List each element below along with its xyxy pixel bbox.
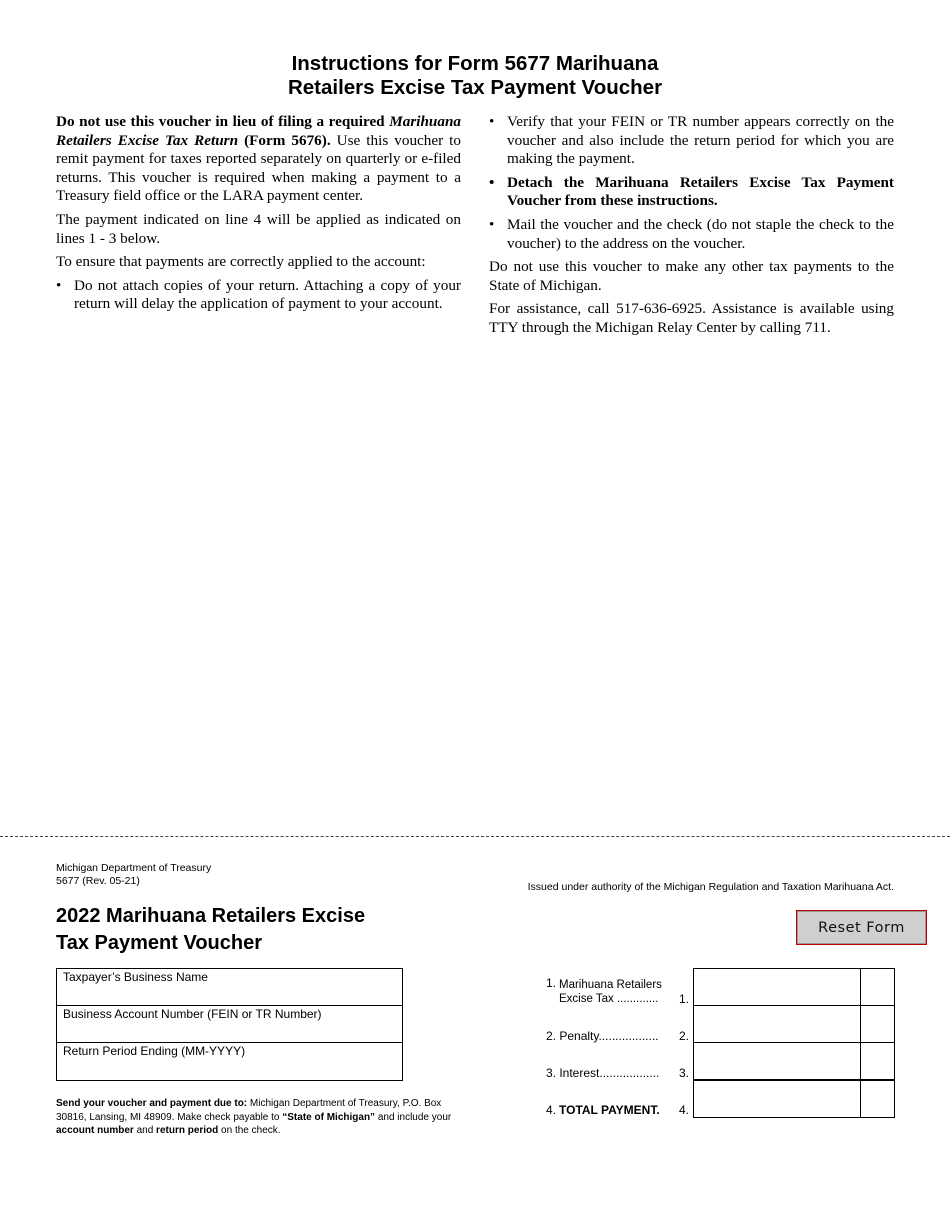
line-4-cents-input[interactable] (860, 1080, 895, 1118)
line-2-amount-input[interactable] (693, 1005, 861, 1043)
line-1-number: 1. (546, 976, 557, 990)
line-3-cents-input[interactable] (860, 1042, 895, 1080)
send-return-period: return period (156, 1125, 219, 1136)
voucher-header-left (56, 862, 211, 888)
account-number-label: Business Account Number (FEIN or TR Number) (63, 1007, 322, 1021)
send-account-number: account number (56, 1125, 134, 1136)
send-address: Michigan Department of Treasury, P.O. Box 30816, Lansing, MI 48909. Make check payable to (56, 1098, 442, 1123)
business-name-label: Taxpayer’s Business Name (63, 970, 208, 984)
send-text-4: on the check. (218, 1125, 281, 1136)
send-text-3: and (133, 1125, 157, 1136)
line-3-label: 3. Interest.................. (546, 1066, 660, 1080)
detach-line (0, 836, 950, 837)
line-2-cents-input[interactable] (860, 1005, 895, 1043)
return-period-label: Return Period Ending (MM-YYYY) (63, 1044, 246, 1058)
instructions-right-column (489, 113, 894, 343)
instructions-bullet-2: • Verify that your FEIN or TR number appears correctly on the voucher and also include the return period for which you are making the payment. (489, 113, 894, 169)
line-4-label: TOTAL PAYMENT. (559, 1103, 660, 1117)
line-3-amount-input[interactable] (693, 1042, 861, 1080)
instructions-paragraph-2: The payment indicated on line 4 will be applied as indicated on lines 1 - 3 below. (56, 210, 461, 247)
instructions-paragraph-3: To ensure that payments are correctly applied to the account: (56, 253, 426, 271)
line-2-label: 2. Penalty.................. (546, 1029, 659, 1043)
reset-form-button[interactable]: Reset Form (796, 910, 927, 945)
instructions-title-line1: Instructions for Form 5677 Marihuana (291, 52, 659, 75)
authority-statement: Issued under authority of the Michigan Regulation and Taxation Marihuana Act. (527, 881, 894, 893)
mailing-instructions (56, 1097, 456, 1138)
voucher-title-line1: 2022 Marihuana Retailers Excise (56, 905, 366, 927)
account-number-input[interactable] (63, 1024, 396, 1040)
instructions-bullet-4: • Mail the voucher and the check (do not staple the check to the voucher) to the address on the voucher. (489, 216, 894, 253)
instructions-bullet-3: • Detach the Marihuana Retailers Excise Tax Payment Voucher from these instructions. (489, 174, 894, 211)
line-1-amount-input[interactable] (693, 968, 861, 1006)
line-1-label-a: Marihuana Retailers (559, 979, 662, 991)
return-period-field[interactable] (56, 1042, 403, 1081)
p1-bold-lead: Do not use this voucher in lieu of filing a required (56, 113, 390, 130)
line-4-number: 4. (546, 1103, 557, 1117)
agency-name: Michigan Department of Treasury (56, 862, 212, 874)
p1-form-number: (Form 5676). (238, 131, 331, 149)
instructions-title-line2: Retailers Excise Tax Payment Voucher (287, 76, 663, 99)
business-name-input[interactable] (63, 987, 396, 1003)
line-1-label-b: Excise Tax ............. (559, 993, 659, 1005)
send-text-2: and include your (375, 1111, 452, 1123)
p1-return-name: Marihuana Retailers Excise Tax Return (56, 113, 461, 149)
payee-name: “State of Michigan” (282, 1111, 376, 1123)
business-name-field[interactable] (56, 968, 403, 1006)
account-number-field[interactable] (56, 1005, 403, 1043)
form-revision: 5677 (Rev. 05-21) (56, 875, 140, 887)
instructions-paragraph-4: Do not use this voucher to make any other tax payments to the State of Michigan. (489, 258, 894, 294)
instructions-bullet-1: • Do not attach copies of your return. Attaching a copy of your return will delay the application of payment to your account. (56, 277, 461, 314)
line-4-ref: 4. (679, 1103, 690, 1117)
p1-body: Use this voucher to remit payment for taxes reported separately on quarterly or e-filed returns. This voucher is required when making a payment to a Treasury field office or the LARA payment center. (56, 131, 462, 205)
instructions-left-column (56, 113, 461, 319)
instructions-title (0, 52, 950, 100)
send-lead: Send your voucher and payment due to: (56, 1098, 248, 1109)
instructions-paragraph-1 (56, 113, 461, 206)
instructions-paragraph-5: For assistance, call 517-636-6925. Assistance is available using TTY through the Michigan Relay Center by calling 711. (489, 300, 894, 336)
voucher-title-line2: Tax Payment Voucher (56, 932, 262, 954)
voucher-title (56, 903, 365, 957)
line-2-ref: 2. (679, 1029, 690, 1043)
line-1-cents-input[interactable] (860, 968, 895, 1006)
line-3-ref: 3. (679, 1066, 690, 1080)
return-period-input[interactable] (63, 1062, 396, 1078)
line-4-amount-input[interactable] (693, 1080, 861, 1118)
line-1-ref: 1. (679, 992, 690, 1006)
